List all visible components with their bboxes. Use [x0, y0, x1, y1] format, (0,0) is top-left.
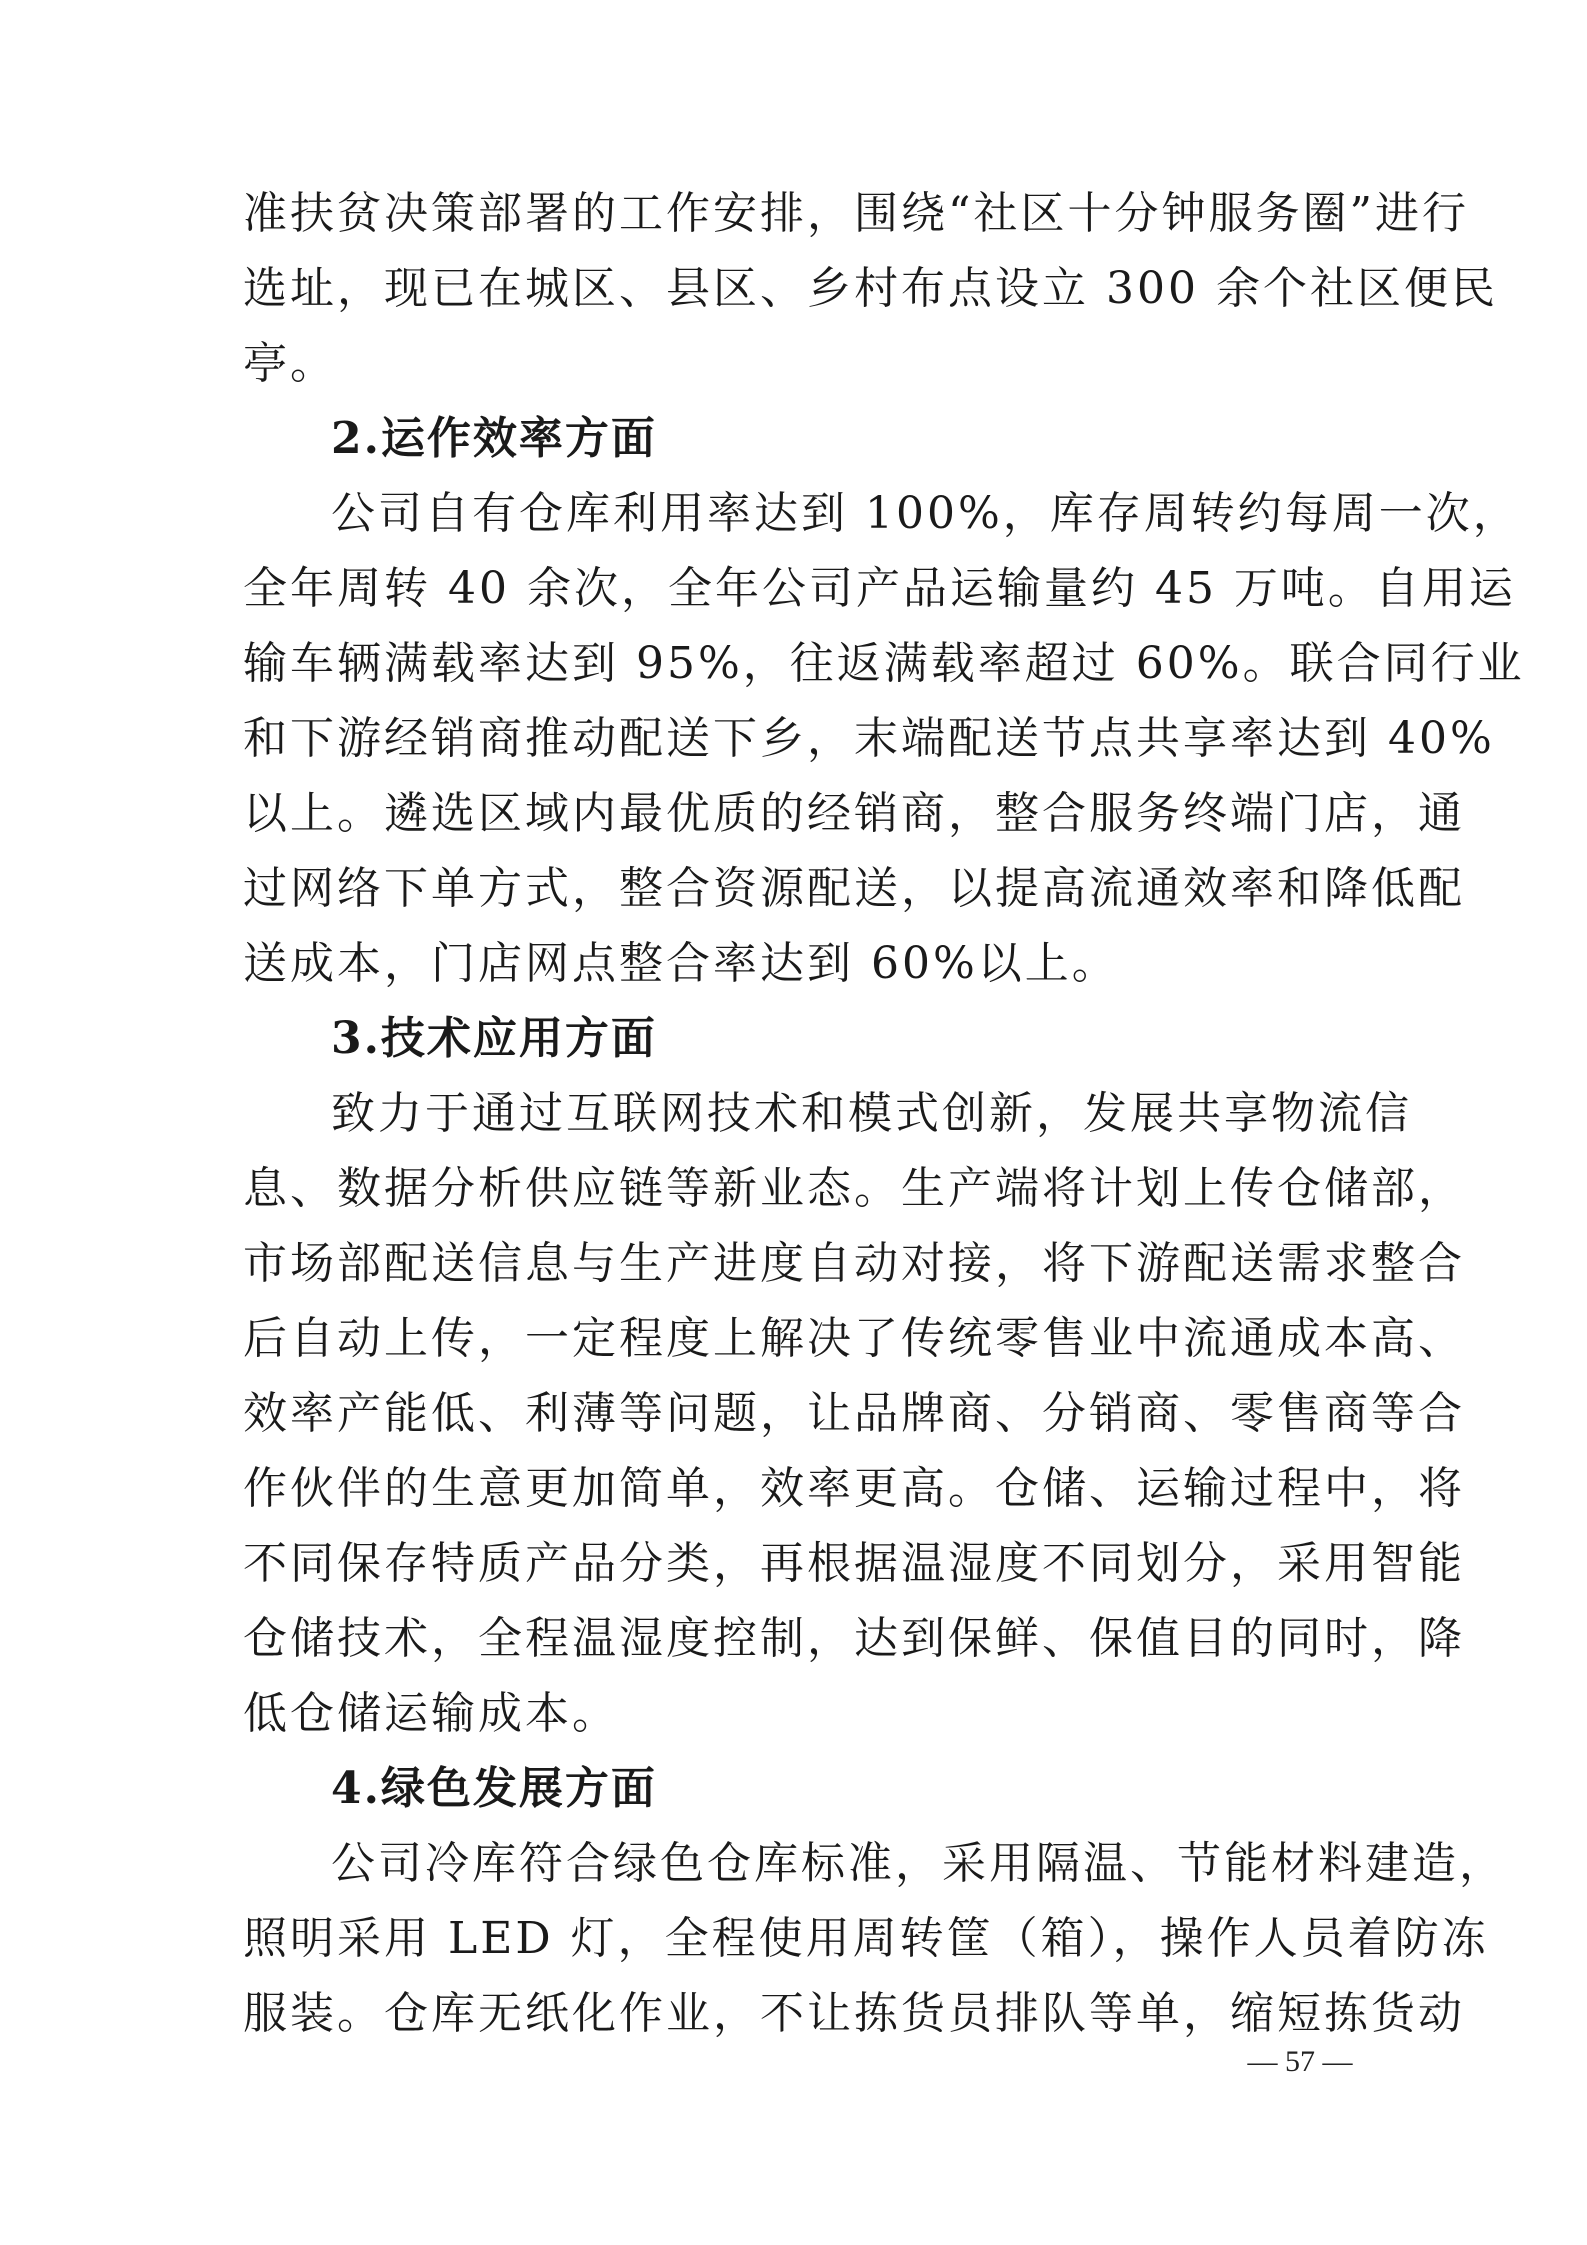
text-line: 公司冷库符合绿色仓库标准，采用隔温、节能材料建造， — [331, 1838, 1506, 1889]
section-heading-operations: 2.运作效率方面 — [331, 413, 657, 464]
text-line: 服装。仓库无纸化作业，不让拣货员排队等单，缩短拣货动 — [243, 1988, 1465, 2039]
text-line: 致力于通过互联网技术和模式创新，发展共享物流信 — [331, 1088, 1412, 1139]
text-line: 仓储技术，全程温湿度控制，达到保鲜、保值目的同时，降 — [243, 1613, 1465, 1664]
text-line: 公司自有仓库利用率达到 100%，库存周转约每周一次， — [331, 488, 1520, 539]
text-line: 亭。 — [243, 338, 337, 389]
text-line: 和下游经销商推动配送下乡，末端配送节点共享率达到 40% — [243, 713, 1495, 764]
text-line: 选址，现已在城区、县区、乡村布点设立 300 余个社区便民 — [243, 263, 1498, 314]
text-line: 低仓储运输成本。 — [243, 1688, 619, 1739]
text-line: 息、数据分析供应链等新业态。生产端将计划上传仓储部， — [243, 1163, 1465, 1214]
section-heading-green-development: 4.绿色发展方面 — [331, 1763, 657, 1814]
text-line: 后自动上传，一定程度上解决了传统零售业中流通成本高、 — [243, 1313, 1465, 1364]
section-heading-technology: 3.技术应用方面 — [331, 1013, 657, 1064]
text-line: 全年周转 40 余次，全年公司产品运输量约 45 万吨。自用运 — [243, 563, 1516, 614]
text-line: 照明采用 LED 灯，全程使用周转筐（箱），操作人员着防冻 — [243, 1913, 1489, 1964]
text-line: 输车辆满载率达到 95%，往返满载率超过 60%。联合同行业 — [243, 638, 1525, 689]
text-line: 效率产能低、利薄等问题，让品牌商、分销商、零售商等合 — [243, 1388, 1465, 1439]
document-body — [243, 176, 1525, 2051]
text-line: 市场部配送信息与生产进度自动对接，将下游配送需求整合 — [243, 1238, 1465, 1289]
text-line: 不同保存特质产品分类，再根据温湿度不同划分，采用智能 — [243, 1538, 1465, 1589]
text-line: 以上。遴选区域内最优质的经销商，整合服务终端门店，通 — [243, 788, 1465, 839]
text-line: 过网络下单方式，整合资源配送，以提高流通效率和降低配 — [243, 863, 1465, 914]
page-number: — 57 — — [1247, 2045, 1353, 2078]
text-line: 准扶贫决策部署的工作安排，围绕“社区十分钟服务圈”进行 — [243, 188, 1469, 239]
text-line: 作伙伴的生意更加简单，效率更高。仓储、运输过程中，将 — [243, 1463, 1465, 1514]
text-line: 送成本，门店网点整合率达到 60%以上。 — [243, 938, 1119, 989]
